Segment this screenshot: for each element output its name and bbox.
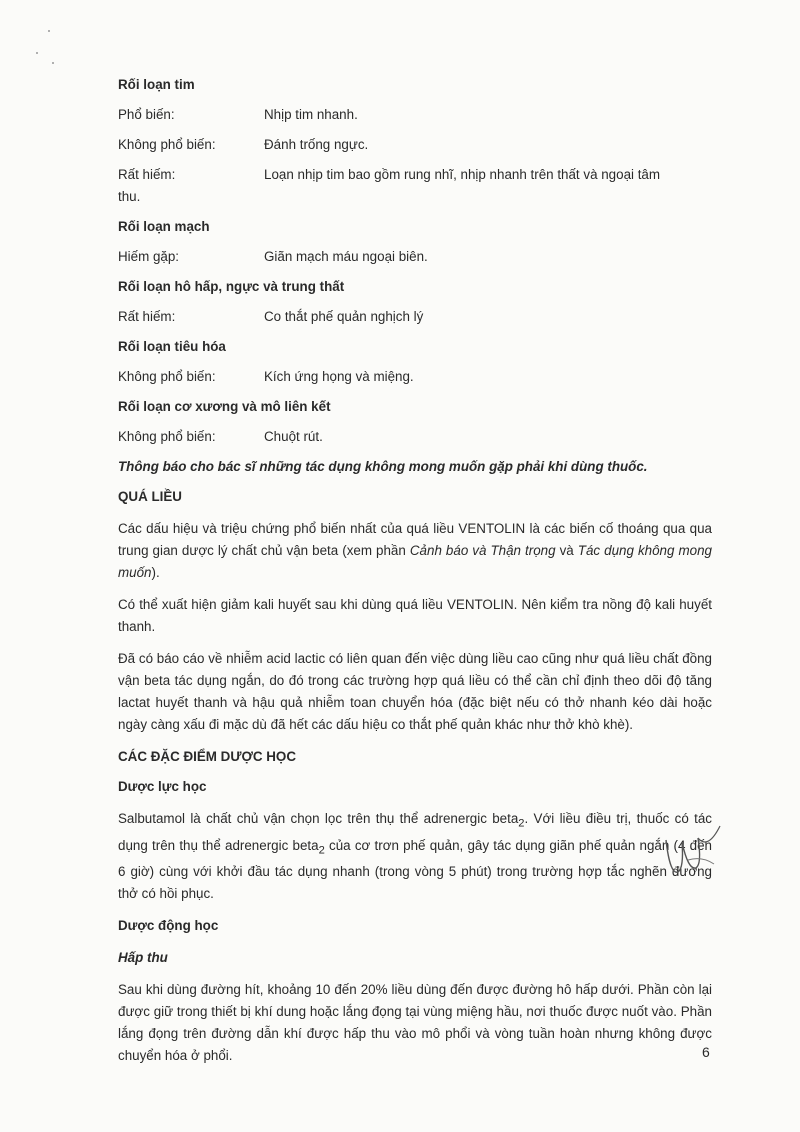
subsection-pharmacokinetics: Dược động học [118,918,219,934]
effect-text: Giãn mạch máu ngoại biên. [264,249,428,264]
row-cardiac-common [118,104,712,126]
paragraph-text: . Với liều điều trị, thuốc có tác dụng trên thụ thể adrenergic beta [118,811,713,853]
frequency-label: Không phổ biến: [118,137,216,152]
paragraph-text: của cơ trơn phế quản, gây tác dụng giãn phế quản ngắn (4 đến 6 giờ) cùng với khởi đầu tác dụng nhanh (trong vòng 5 phút) trong trường hợp tắc nghẽn đường thở có hồi phục. [118,837,712,902]
page-number: 6 [702,1044,710,1060]
effect-text: Co thắt phế quản nghịch lý [264,309,424,324]
effect-text: Chuột rút. [264,429,323,444]
row-cardiac-rare [118,164,712,208]
effect-text: Loạn nhịp tim bao gồm rung nhĩ, nhịp nhanh trên thất và ngoại tâm [264,167,661,182]
heading-cardiac: Rối loạn tim [118,77,195,92]
effect-text: Đánh trống ngực. [264,137,369,152]
page-content [118,74,712,1067]
effect-text: Nhịp tim nhanh. [264,107,358,122]
section-title-pharmacology: CÁC ĐẶC ĐIỂM DƯỢC HỌC [118,749,297,764]
heading-vascular: Rối loạn mạch [118,219,210,234]
scan-speck [52,62,54,64]
section-reference: Tác dụng không mong muốn [118,543,712,580]
section-reference: Cảnh báo và Thận trọng [409,543,556,558]
scan-speck [36,52,38,54]
row-musculoskeletal [118,426,712,448]
effect-text: Kích ứng họng và miệng. [264,369,414,384]
subsection-absorption: Hấp thu [118,950,168,966]
paragraph-text: và [555,543,578,558]
row-respiratory [118,306,712,328]
overdose-paragraph-2: Có thể xuất hiện giảm kali huyết sau khi dùng quá liều VENTOLIN. Nên kiểm tra nồng độ kali huyết thanh. [118,597,712,634]
paragraph-text: ). [151,565,160,580]
row-vascular [118,246,712,268]
scan-speck [48,30,50,32]
subscript: 2 [318,844,325,857]
paragraph-text: Salbutamol là chất chủ vận chọn lọc trên thụ thể adrenergic beta [118,811,519,826]
frequency-label: Hiếm gặp: [118,249,180,264]
report-note: Thông báo cho bác sĩ những tác dụng không mong muốn gặp phải khi dùng thuốc. [118,459,648,474]
handwritten-initials [658,820,728,890]
row-gastrointestinal [118,366,712,388]
frequency-label: Không phổ biến: [118,369,216,384]
paragraph-text: Các dấu hiệu và triệu chứng phổ biến nhất của quá liều VENTOLIN là các biến cố thoáng qua qua trung gian dược lý chất chủ vận beta (xem phần [118,521,712,558]
frequency-label: Không phổ biến: [118,429,216,444]
section-title-overdose: QUÁ LIỀU [118,489,182,504]
heading-respiratory: Rối loạn hô hấp, ngực và trung thất [118,279,345,294]
row-cardiac-uncommon [118,134,712,156]
frequency-label: Rất hiếm: [118,309,176,324]
overdose-paragraph-1 [118,518,712,584]
pharmacodynamics-paragraph [118,808,712,905]
frequency-label: Rất hiếm: [118,167,176,182]
heading-gastrointestinal: Rối loạn tiêu hóa [118,339,226,354]
subscript: 2 [518,817,525,830]
absorption-paragraph: Sau khi dùng đường hít, khoảng 10 đến 20% liều dùng đến được đường hô hấp dưới. Phần còn lại được giữ trong thiết bị khí dung hoặc lắng đọng tại vùng miệng hầu, nơi thuốc được nuốt vào. Phần lắng đọng trên đường dẫn khí được hấp thu vào mô phổi và vòng tuần hoàn nhưng không được chuyển hóa ở phổi. [118,982,712,1064]
overdose-paragraph-3: Đã có báo cáo về nhiễm acid lactic có liên quan đến việc dùng liều cao cũng như quá liều chất đồng vận beta tác dụng ngắn, do đó trong các trường hợp quá liều có thể cần chỉ định theo dõi độ tăng lactat huyết thanh và hậu quả nhiễm toan chuyển hóa (đặc biệt nếu có thở nhanh kéo dài hoặc ngày càng xấu đi mặc dù đã hết các dấu hiệu co thắt phế quản khác như thở khò khè). [118,651,712,732]
subsection-pharmacodynamics: Dược lực học [118,779,207,794]
effect-text-continuation: thu. [118,189,141,204]
frequency-label: Phổ biến: [118,107,175,122]
heading-musculoskeletal: Rối loạn cơ xương và mô liên kết [118,399,331,414]
